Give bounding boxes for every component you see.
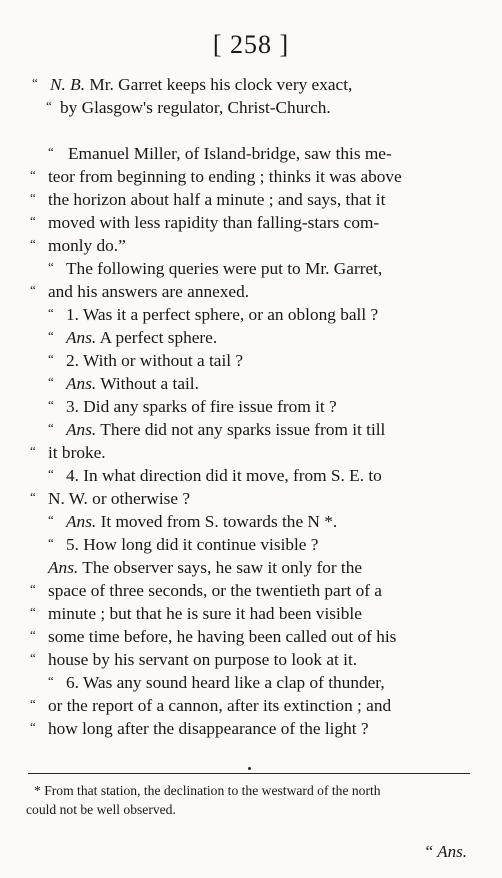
italic-prefix: Ans.: [66, 512, 97, 531]
quote-mark: “: [30, 719, 36, 734]
quote-mark: “: [30, 627, 36, 642]
quote-mark: “: [30, 167, 36, 182]
line-text: or the report of a cannon, after its extinction ; and: [48, 696, 392, 715]
line-text: and his answers are annexed.: [48, 282, 250, 301]
quote-mark: “: [48, 328, 54, 343]
quote-mark: “: [48, 144, 54, 159]
quote-mark: “: [48, 420, 54, 435]
line-rest: Mr. Garret keeps his clock very exact,: [85, 75, 353, 94]
text-line: [0, 349, 502, 372]
line-text: how long after the disappearance of the light ?: [48, 719, 369, 738]
quote-mark: “: [48, 351, 54, 366]
rule-ornament: [248, 767, 251, 770]
quote-mark: “: [30, 489, 36, 504]
catchword-text: Ans.: [437, 842, 467, 861]
line-text: minute ; but that he is sure it had been visible: [48, 604, 362, 623]
quote-mark: “: [48, 512, 54, 527]
text-line: [0, 119, 502, 142]
line-text: moved with less rapidity than falling-stars com-: [48, 213, 380, 232]
quote-mark: “: [48, 305, 54, 320]
italic-prefix: Ans.: [66, 374, 97, 393]
text-line: [0, 464, 502, 487]
quote-mark: “: [30, 282, 36, 297]
page-number: [ 258 ]: [212, 30, 290, 59]
text-line: [0, 165, 502, 188]
line-rest: A perfect sphere.: [96, 328, 218, 347]
text-line: [0, 487, 502, 510]
quote-mark: “: [32, 75, 38, 90]
text-line: [0, 602, 502, 625]
text-line: [0, 188, 502, 211]
line-text: [66, 418, 385, 441]
text-line: [0, 142, 502, 165]
text-line: [0, 625, 502, 648]
line-text: the horizon about half a minute ; and says, that it: [48, 190, 386, 209]
text-line: [0, 395, 502, 418]
line-text: 3. Did any sparks of fire issue from it ?: [66, 397, 337, 416]
line-text: [66, 510, 337, 533]
text-line: [0, 372, 502, 395]
quote-mark: “: [48, 466, 54, 481]
line-text: monly do.”: [48, 236, 126, 255]
line-text: by Glasgow's regulator, Christ-Church.: [60, 98, 331, 117]
line-text: some time before, he having been called out of his: [48, 627, 397, 646]
quote-mark: “: [48, 259, 54, 274]
quote-mark: “: [30, 581, 36, 596]
line-text: space of three seconds, or the twentieth part of a: [48, 581, 382, 600]
catchword-quote: “: [425, 842, 433, 861]
italic-prefix: Ans.: [48, 558, 79, 577]
footnote-line-1: * From that station, the declination to the westward of the north: [34, 783, 381, 798]
text-line: [0, 234, 502, 257]
catchword: [425, 842, 467, 862]
line-text: [66, 372, 199, 395]
quote-mark: “: [30, 190, 36, 205]
text-line: [0, 280, 502, 303]
line-text: [66, 326, 217, 349]
text-line: [0, 579, 502, 602]
quote-mark: “: [48, 673, 54, 688]
line-text: [50, 73, 352, 96]
quote-mark: “: [30, 236, 36, 251]
line-text: 5. How long did it continue visible ?: [66, 535, 319, 554]
line-rest: Without a tail.: [96, 374, 199, 393]
line-text: 1. Was it a perfect sphere, or an oblong ball ?: [66, 305, 379, 324]
text-line: [0, 211, 502, 234]
text-line: [0, 257, 502, 280]
line-text: 2. With or without a tail ?: [66, 351, 244, 370]
quote-mark: “: [48, 535, 54, 550]
line-rest: There did not any sparks issue from it till: [96, 420, 386, 439]
italic-prefix: N. B.: [50, 75, 86, 94]
line-text: N. W. or otherwise ?: [48, 489, 191, 508]
quote-mark: “: [48, 397, 54, 412]
quote-mark: “: [30, 696, 36, 711]
text-line: [0, 648, 502, 671]
quote-mark: “: [30, 604, 36, 619]
text-line: [0, 671, 502, 694]
text-line: [0, 73, 502, 96]
italic-prefix: Ans.: [66, 420, 97, 439]
line-text: 4. In what direction did it move, from S. E. to: [66, 466, 382, 485]
text-line: [0, 533, 502, 556]
line-text: Emanuel Miller, of Island-bridge, saw this me-: [68, 144, 392, 163]
text-line: [0, 303, 502, 326]
text-line: [0, 441, 502, 464]
text-line: [0, 556, 502, 579]
footnote-line-2: could not be well observed.: [26, 802, 176, 817]
text-line: [0, 717, 502, 740]
quote-mark: “: [30, 650, 36, 665]
line-text: [48, 556, 362, 579]
quote-mark: “: [48, 374, 54, 389]
quote-mark: “: [30, 213, 36, 228]
italic-prefix: Ans.: [66, 328, 97, 347]
line-text: teor from beginning to ending ; thinks it was above: [48, 167, 402, 186]
line-rest: It moved from S. towards the N *.: [96, 512, 338, 531]
text-line: [0, 326, 502, 349]
text-line: [0, 694, 502, 717]
line-text: it broke.: [48, 443, 106, 462]
line-text: The following queries were put to Mr. Garret,: [66, 259, 383, 278]
line-text: house by his servant on purpose to look at it.: [48, 650, 358, 669]
line-rest: The observer says, he saw it only for the: [78, 558, 363, 577]
quote-mark: “: [46, 98, 52, 113]
footnote-rule: [28, 773, 470, 774]
text-line: [0, 510, 502, 533]
text-line: [0, 96, 502, 119]
line-text: 6. Was any sound heard like a clap of thunder,: [66, 673, 385, 692]
quote-mark: “: [30, 443, 36, 458]
text-line: [0, 418, 502, 441]
